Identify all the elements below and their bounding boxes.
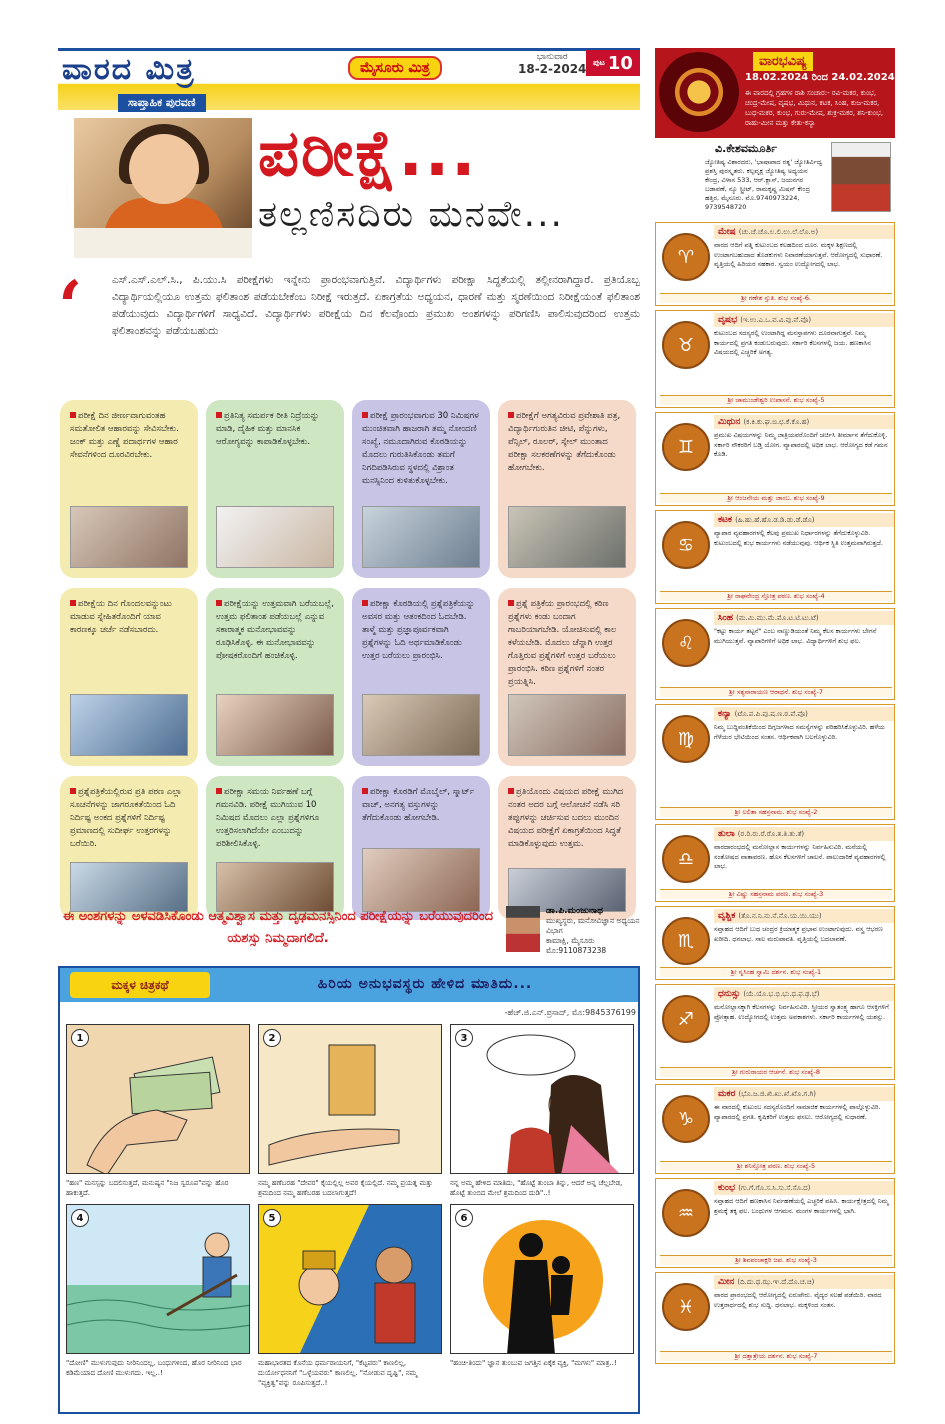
- tip-text-content: ಪರೀಕ್ಷಾ ಕೊಠಡಿಯಲ್ಲಿ ಪ್ರಶ್ನೆಪತ್ರಿಕೆಯನ್ನು ಅವಸರ ಮತ್ತು ಆತಂಕದಿಂದ ಓದಬೇಡಿ. ತಾಳ್ಮೆ ಮತ್ತು ಪ್ರಜ್ಞಾಪೂರ್ವಕವಾಗಿ ಪ್ರಶ್ನೆಗಳನ್ನು ಓದಿ ಅರ್ಥಮಾಡಿಕೊಂಡು ಉತ್ತರ ಬರೆಯಲು ಪ್ರಾರಂಭಿಸಿ.: [362, 599, 475, 661]
- tip-text: [362, 786, 480, 825]
- sign-remedy: ಶ್ರೀ ರಾಘವೇಂದ್ರ ಸ್ತೋತ್ರ ಪಠಣ. ಶುಭ ಸಂಖ್ಯೆ-4: [660, 591, 892, 601]
- comic-panel: [258, 1204, 442, 1354]
- sign-name: ಕನ್ಯಾ: [718, 709, 732, 719]
- zodiac-sign-box: [655, 704, 895, 820]
- tip-text-content: ಪ್ರತಿಯೊಂದು ವಿಷಯದ ಪರೀಕ್ಷೆ ಮುಗಿದ ನಂತರ ಅದರ ಬಗ್ಗೆ ಆಲೋಚನೆ ನಡೆಸಿ ಸರಿ ತಪ್ಪುಗಳನ್ನು ಚರ್ಚಿಸುವ ಬದಲು ಮುಂದಿನ ವಿಷಯದ ಪರೀಕ್ಷೆಗೆ ಏಕಾಗ್ರತೆಯಿಂದ ಸಿದ್ಧತೆ ಮಾಡಿಕೊಳ್ಳುವುದು ಉತ್ತಮ.: [508, 787, 624, 849]
- sign-header: [714, 1087, 894, 1101]
- sign-remedy: ಶ್ರೀ ಶಿವಪಂಚಾಕ್ಷರಿ ಜಪ. ಶುಭ ಸಂಖ್ಯೆ-3: [660, 1255, 892, 1265]
- sign-letters: (ಮ.ಮಿ.ಮು.ಮೆ.ಮೊ.ಟ.ಟಿ.ಟು.ಟೆ): [736, 614, 819, 622]
- page-label: ಪುಟ: [593, 58, 605, 67]
- zodiac-11-icon: ♒: [662, 1189, 710, 1237]
- sign-name: ವೃಷಭ: [718, 315, 738, 325]
- horoscope-header: [655, 48, 895, 138]
- sign-header: [714, 987, 894, 1001]
- subheadline: ತಲ್ಲಣಿಸದಿರು ಮನವೇ...: [258, 194, 564, 235]
- tip-text-content: ಪ್ರಶ್ನೆಪತ್ರಿಕೆಯಲ್ಲಿರುವ ಪ್ರತಿ ಪಠಣ ಎಲ್ಲಾ ಸೂಚನೆಗಳನ್ನು ಜಾಗರೂಕತೆಯಿಂದ ಓದಿ ನಿರ್ದಿಷ್ಟ ಅಂಕದ ಪ್ರಶ್ನೆಗಳಿಗೆ ನಿರ್ದಿಷ್ಟ ಪ್ರಮಾಣದಲ್ಲಿ ಸುದೀರ್ಘ ಉತ್ತರಗಳನ್ನು ಬರೆಯಿರಿ.: [70, 787, 182, 849]
- photo-desk: [74, 228, 252, 258]
- comic-panel: [66, 1024, 250, 1174]
- zodiac-sign-box: [655, 510, 895, 604]
- tip-text-content: ಪ್ರತಿನಿತ್ಯ ಸಮರ್ಪಕ ರೀತಿ ನಿದ್ರೆಯನ್ನು ಮಾಡಿ, ದೈಹಿಕ ಮತ್ತು ಮಾನಸಿಕ ಆರೋಗ್ಯವನ್ನು ಕಾಪಾಡಿಕೊಳ್ಳಬೇಕು.: [216, 411, 320, 447]
- tip-text: [362, 410, 480, 488]
- quote-mark-icon: ‘: [58, 265, 83, 348]
- tip-card: [206, 400, 344, 578]
- sign-remedy: ಶ್ರೀ ಚಾಮುಂಡೇಶ್ವರಿ ಉಪಾಸನೆ. ಶುಭ ಸಂಖ್ಯೆ-5: [660, 395, 892, 405]
- tip-text: [216, 410, 334, 449]
- horoscope-title: ವಾರಭವಿಷ್ಯ: [753, 52, 813, 71]
- tip-photo: [362, 694, 480, 756]
- day-label: ಭಾನುವಾರ: [536, 52, 568, 62]
- comic-strip: [58, 966, 640, 1414]
- author-name: ಡಾ.ಪಿ.ಮಂಜುನಾಥ: [546, 906, 603, 916]
- sign-prediction: ಸಪ್ತಾಹದ ಆದಿಗೆ ಬುಧ ಚಂದ್ರರ ಕ್ರಿಯಾತ್ಮಕ ಪ್ರಭಾವ ಉಂಟಾಗುವುದು. ವಸ್ತ್ರ ಆಭರಣ ಖರೀದಿ. ಧನಲಾಭ. ಸಾಲ ಮರುಪಾವತಿ. ವೃತ್ತಿಯಲ್ಲಿ ಬದಲಾವಣೆ.: [714, 925, 883, 943]
- tip-photo: [216, 862, 334, 912]
- comic-credit: -ಹೆಚ್.ಜಿ.ಎನ್.ಪ್ರಸಾದ್, ಮೊ:9845376199: [504, 1008, 636, 1017]
- intro-paragraph: ಎಸ್.ಎಸ್.ಎಲ್.ಸಿ., ಪಿ.ಯು.ಸಿ ಪರೀಕ್ಷೆಗಳು ಇನ್ನೇನು ಪ್ರಾರಂಭವಾಗುತ್ತಿವೆ. ವಿದ್ಯಾರ್ಥಿಗಳು ಪರೀಕ್ಷಾ ಸಿದ್ಧತೆಯಲ್ಲಿ ತಲ್ಲೀನರಾಗಿದ್ದಾರೆ. ಪ್ರತಿಯೊಬ್ಬ ವಿದ್ಯಾರ್ಥಿಯಲ್ಲಿಯೂ ಉತ್ತಮ ಫಲಿತಾಂಶ ಪಡೆಯಬೇಕೆಂಬ ನಿರೀಕ್ಷೆ ಇರುತ್ತದೆ. ಏಕಾಗ್ರತೆಯ ಅಧ್ಯಯನ, ಧಾರಣೆ ಮತ್ತು ಸ್ಮರಣೆಯಿಂದ ನಿರೀಕ್ಷೆಯಂತೆ ಫಲಿತಾಂಶ ಪಡೆಯುವುದು ವಿದ್ಯಾರ್ಥಿಗಳಿಗೆ ಸಾಧ್ಯವಿದೆ. ವಿದ್ಯಾರ್ಥಿಗಳು ಪರೀಕ್ಷೆಯ ದಿನ ಕೆಲವೊಂದು ಪ್ರಮುಖ ಅಂಶಗಳನ್ನು ಪರಿಗಣಿಸಿ ಪಾಲಿಸುವುದರಿಂದ ಉತ್ತಮ ಫಲಿತಾಂಶವನ್ನು ಪಡೆಯಬಹುದು: [112, 274, 640, 337]
- photo-figure-face: [129, 134, 199, 204]
- tip-text: [70, 598, 188, 637]
- comic-header: [60, 968, 638, 1002]
- comic-section-label: ಮಕ್ಕಳ ಚಿತ್ರಕಥೆ: [70, 972, 210, 998]
- horoscope-column: [655, 48, 895, 1418]
- sign-remedy: ಶ್ರೀ ನೃಸಿಂಹ ಸ್ವಾಮಿ ದರ್ಶನ. ಶುಭ ಸಂಖ್ಯೆ-1: [660, 967, 892, 977]
- palm-reading-illustration: [259, 1025, 442, 1174]
- intro-paragraph-block: [58, 265, 640, 390]
- sign-prediction: "ಕಟ್ಟು ಕಾರ್ಯ ತಟ್ಟನೆ" ಎಂಬ ನಾಣ್ಣುಡಿಯಂತೆ ನಿಮ್ಮ ಕೆಲಸ ಕಾರ್ಯಗಳು ಬೇಗನೆ ಮುಗಿಯುತ್ತವೆ. ವ್ಯಾಪಾರಿಗಳಿಗೆ ಅಧಿಕ ಲಾಭ. ವಿದ್ಯಾರ್ಥಿಗಳಿಗೆ ಶುಭ ಫಲ.: [714, 627, 877, 645]
- panel-caption: ಮಹಾಭಾರತದ ಕೊನೆಯ ಧರ್ಮರಾಯನಿಗೆ, "ಕೆಟ್ಟವರು" ಕಾಣಲಿಲ್ಲ, ದುರ್ಯೋಧನನಿಗೆ "ಒಳ್ಳೆಯವರು" ಕಾಣಲಿಲ್ಲ. "ನೋಡುವ ದೃಷ್ಟಿ", ನಮ್ಮ "ವ್ಯಕ್ತಿತ್ವ"ವನ್ನು ರೂಪಿಸುತ್ತದೆ..!: [258, 1359, 418, 1387]
- zodiac-sign-box: [655, 984, 895, 1080]
- tip-photo: [70, 506, 188, 568]
- sign-prediction: ಕುಟುಂಬದ ಸದಸ್ಯರಲ್ಲಿ ಉಂಟಾಗಿದ್ದ ಮನಸ್ತಾಪಗಳು ದೂರವಾಗುತ್ತವೆ. ನಿಮ್ಮ ಕಾರ್ಯದಲ್ಲಿ ಪ್ರಗತಿ ಕಂಡುಬರುವುದು. ಸರ್ಕಾರಿ ಕೆಲಸಗಳಲ್ಲಿ ಜಯ. ಹಣಕಾಸಿನ ವಿಷಯದಲ್ಲಿ ಎಚ್ಚರಿಕೆ ಅಗತ್ಯ.: [714, 329, 871, 356]
- sign-prediction: ವ್ಯಾಪಾರ ವ್ಯವಹಾರಗಳಲ್ಲಿ ಕೆಲವು ಪ್ರಮುಖ ನಿರ್ಧಾರಗಳನ್ನು ತೆಗೆದುಕೊಳ್ಳುವಿರಿ. ಕುಟುಂಬದಲ್ಲಿ ಶುಭ ಕಾರ್ಯಗಳು ನಡೆಯುವುವು. ಆರ್ಥಿಕ ಸ್ಥಿತಿ ಉತ್ತಮವಾಗಿರುತ್ತದೆ.: [714, 529, 883, 547]
- bullet-icon: [362, 788, 368, 794]
- tip-text: [216, 786, 334, 851]
- panel-number: 5: [263, 1209, 281, 1227]
- bullet-icon: [216, 412, 222, 418]
- sign-name: ತುಲಾ: [718, 829, 735, 839]
- tip-photo: [70, 694, 188, 756]
- page-number: 10: [607, 52, 633, 74]
- panel-caption: "ದೋಣಿ" ಮುಳುಗುವುದು ನೀರಿನಿಂದಲ್ಲ, ಬಂಧುಗಳಿಂದ, ಹೊರ ನೀರಿನಿಂದ ಭಾರ ಕಡಿಮೆಯಾದ ದೋಣಿ ಮುಳುಗದು. ಇಲ್ಲ..!: [66, 1359, 242, 1377]
- sign-letters: (ಟೊ.ಪ.ಪಿ.ಪು.ಷ.ಣ.ಠ.ಪೆ.ಪೊ): [734, 710, 808, 718]
- sign-name: ವೃಶ್ಚಿಕ: [718, 911, 736, 921]
- sign-name: ಕುಂಭ: [718, 1183, 736, 1193]
- sign-prediction: ವಾರದ ಪ್ರಾರಂಭದಲ್ಲಿ ಆರೋಗ್ಯದಲ್ಲಿ ಏರುಪೇರು. ವೈದ್ಯರ ಸಲಹೆ ಪಡೆಯಿರಿ. ವಾರದ ಉತ್ತರಾರ್ಧದಲ್ಲಿ ಶುಭ ಸುದ್ದಿ. ಧನಲಾಭ. ಮಕ್ಕಳಿಂದ ಸಂತಸ.: [714, 1291, 882, 1309]
- sign-header: [714, 513, 894, 527]
- sign-header: [714, 225, 894, 239]
- tip-card: [498, 400, 636, 578]
- tip-text: [216, 598, 334, 663]
- bullet-icon: [508, 412, 514, 418]
- sign-name: ಮಕರ: [718, 1089, 736, 1099]
- bullet-icon: [508, 600, 514, 606]
- author-info: [546, 906, 640, 956]
- mother-child-illustration: [451, 1025, 634, 1174]
- sign-name: ಮೀನ: [718, 1277, 735, 1287]
- expert-block: [58, 906, 640, 962]
- tip-photo: [508, 506, 626, 568]
- astrologer-photo: [831, 142, 891, 212]
- tip-text-content: ಪರೀಕ್ಷಾ ಕೊಠಡಿಗೆ ಮೊಬೈಲ್, ಸ್ಮಾರ್ಟ್ ವಾಚ್, ಅನಗತ್ಯ ವಸ್ತುಗಳನ್ನು ತೆಗೆದುಕೊಂಡು ಹೋಗಬೇಡಿ.: [362, 787, 475, 823]
- zodiac-sign-box: [655, 310, 895, 408]
- tip-photo: [216, 506, 334, 568]
- zodiac-sign-box: [655, 824, 895, 902]
- zodiac-sign-box: [655, 222, 895, 306]
- sign-header: [714, 313, 894, 327]
- tip-card: [498, 776, 636, 920]
- sign-letters: (ದಿ.ದು.ಥ.ಝ.ಞ.ದೆ.ದೊ.ಚ.ಚಿ): [737, 1278, 815, 1286]
- zodiac-8-icon: ♏: [662, 917, 710, 965]
- tip-card: [60, 776, 198, 920]
- sign-name: ಕಟಕ: [718, 515, 732, 525]
- tip-text-content: ಪರೀಕ್ಷೆಯ ದಿನ ಗೊಂದಲವನ್ನುಂಟು ಮಾಡುವ ಸ್ನೇಹಿತರೊಂದಿಗೆ ಯಾವ ಕಾರಣಕ್ಕೂ ಚರ್ಚೆ ನಡೆಸಬಾರದು.: [70, 599, 172, 635]
- sign-letters: (ರ.ರಿ.ರು.ರೆ.ರೊ.ತ.ತಿ.ತು.ತೆ): [737, 830, 805, 838]
- sign-remedy: ಶ್ರೀ ದತ್ತಾತ್ರೇಯ ದರ್ಶನ. ಶುಭ ಸಂಖ್ಯೆ-7: [660, 1351, 892, 1361]
- zodiac-1-icon: ♈: [662, 233, 710, 281]
- tip-text: [70, 410, 188, 462]
- sign-prediction: ಈ ವಾರದಲ್ಲಿ ಕುಟುಂಬ ಸದಸ್ಯರೊಂದಿಗೆ ಸಾಮಾಜಿಕ ಕಾರ್ಯಗಳಲ್ಲಿ ಪಾಲ್ಗೊಳ್ಳುವಿರಿ. ವ್ಯಾಪಾರದಲ್ಲಿ ಪ್ರಗತಿ. ಕೃಷಿಕರಿಗೆ ಉತ್ತಮ ಫಸಲು. ಆರೋಗ್ಯದಲ್ಲಿ ಸುಧಾರಣೆ.: [714, 1103, 881, 1121]
- tip-card: [60, 588, 198, 766]
- zodiac-sign-box: [655, 1178, 895, 1268]
- tip-photo: [362, 848, 480, 912]
- bullet-icon: [362, 600, 368, 606]
- zodiac-sign-box: [655, 1272, 895, 1364]
- sign-header: [714, 827, 894, 841]
- tip-photo: [70, 862, 188, 912]
- tip-text: [362, 598, 480, 663]
- panel-number: 3: [455, 1029, 473, 1047]
- zodiac-10-icon: ♑: [662, 1095, 710, 1143]
- sign-letters: (ತೊ.ನ.ನಿ.ನು.ನೆ.ನೊ.ಯ.ಯಿ.ಯು): [738, 912, 822, 920]
- panel-caption: ನನ್ನ ಅಮ್ಮ ಹೇಳಿದ ಮಾತಿದು, "ಹೊಟ್ಟೆ ತುಂಬಾ ತಿನ್ನು, ಆದರೆ ಅನ್ನ ಚೆಲ್ಲಬೇಡ, ಹೊಟ್ಟೆ ತುಂಬಿದ ಮೇಲೆ ಶ್ರಮದಿಂದ ದುಡಿ"..!: [450, 1179, 623, 1197]
- sign-remedy: ಶ್ರೀ ವಿಷ್ಣು ಸಹಸ್ರನಾಮ ಪಠಣ. ಶುಭ ಸಂಖ್ಯೆ-3: [660, 889, 892, 899]
- tip-card: [498, 588, 636, 766]
- tip-text: [508, 410, 626, 475]
- tip-text-content: ಪರೀಕ್ಷೆಯನ್ನು ಉತ್ತಮವಾಗಿ ಬರೆಯಬಲ್ಲೆ, ಉತ್ತಮ ಫಲಿತಾಂಶ ಪಡೆಯಬಲ್ಲೆ ಎನ್ನುವ ಸಕಾರಾತ್ಮಕ ಮನೋಭಾವವನ್ನು ರೂಢಿಸಿಕೊಳ್ಳಿ. ಈ ಮನೋಭಾವವನ್ನು ಪೋಷಕರೊಂದಿಗೆ ಹಂಚಿಕೊಳ್ಳಿ.: [216, 599, 334, 661]
- bullet-icon: [216, 600, 222, 606]
- tip-card: [352, 776, 490, 920]
- bullet-icon: [70, 600, 76, 606]
- sign-prediction: ನಿಮ್ಮ ಬುದ್ಧಿವಂತಿಕೆಯಿಂದ ದಿಗ್ಗಜಗಳಾದ ಸಮಸ್ಯೆಗಳನ್ನು ಪರಿಹರಿಸಿಕೊಳ್ಳುವಿರಿ. ಹಳೆಯ ಗೆಳೆಯರ ಭೇಟಿಯಿಂದ ಸಂತಸ. ಆರ್ಥಿಕವಾಗಿ ಬಲಗೊಳ್ಳುವಿರಿ.: [714, 723, 885, 741]
- zodiac-5-icon: ♌: [662, 619, 710, 667]
- zodiac-7-icon: ♎: [662, 835, 710, 883]
- main-column: [58, 48, 640, 1418]
- mahabharata-illustration: [259, 1205, 442, 1354]
- tip-text: [508, 786, 626, 851]
- bullet-icon: [70, 788, 76, 794]
- sign-prediction: ಸಪ್ತಾಹದ ಆದಿಗೆ ಹಣಕಾಸಿನ ನಿರ್ವಹಣೆಯಲ್ಲಿ ಎಚ್ಚರಿಕೆ ವಹಿಸಿ. ಕಾರ್ಯಕ್ಷೇತ್ರದಲ್ಲಿ ನಿಮ್ಮ ಶ್ರಮಕ್ಕೆ ತಕ್ಕ ಫಲ. ಬಂಧುಗಳ ಆಗಮನ. ಮಂಗಳ ಕಾರ್ಯಗಳಲ್ಲಿ ಭಾಗಿ.: [714, 1197, 889, 1215]
- masthead: [58, 48, 640, 116]
- sign-letters: (ಗು.ಗೆ.ಗೊ.ಸ.ಸಿ.ಸು.ಸೆ.ಸೊ.ದ): [738, 1184, 811, 1192]
- tip-card: [206, 588, 344, 766]
- zodiac-6-icon: ♍: [662, 715, 710, 763]
- masthead-title: ವಾರದ ಮಿತ್ರ: [62, 52, 196, 87]
- bullet-icon: [70, 412, 76, 418]
- tip-text-content: ಪ್ರಶ್ನೆ ಪತ್ರಿಕೆಯ ಪ್ರಾರಂಭದಲ್ಲಿ ಕಠಿಣ ಪ್ರಶ್ನೆಗಳು ಕಂಡು ಬಂದಾಗ ಗಾಬರಿಯಾಗಬೇಡಿ. ಯೋಚಿಸುವಲ್ಲಿ ಕಾಲ ಕಳೆಯಬೇಡಿ. ಮೊದಲು ಚೆನ್ನಾಗಿ ಉತ್ತರ ಗೊತ್ತಿರುವ ಪ್ರಶ್ನೆಗಳಿಗೆ ಉತ್ತರ ಬರೆಯಲು ಪ್ರಾರಂಭಿಸಿ. ಕಠಿಣ ಪ್ರಶ್ನೆಗಳಿಗೆ ನಂತರ ಪ್ರಯತ್ನಿಸಿ.: [508, 599, 617, 687]
- father-daughter-silhouette-illustration: [451, 1205, 634, 1354]
- author-role: ಮುಖ್ಯಸ್ಥರು, ಮನೋವಿಜ್ಞಾನ ಅಧ್ಯಯನ ವಿಭಾಗ: [546, 916, 640, 935]
- sign-name: ಮಿಥುನ: [718, 417, 741, 427]
- zodiac-4-icon: ♋: [662, 521, 710, 569]
- comic-panel: [258, 1024, 442, 1174]
- sign-letters: (ಭೊ.ಜ.ಜಿ.ಖಿ.ಖು.ಖೆ.ಖೊ.ಗ.ಗಿ): [738, 1090, 817, 1098]
- sign-letters: (ಚು.ಚೆ.ಚೊ.ಲ.ಲಿ.ಲು.ಲೆ.ಲೊ.ಅ): [738, 228, 819, 236]
- comic-panel: [450, 1024, 634, 1174]
- author-phone: ಮೊ:9110873238: [546, 946, 607, 955]
- sign-letters: (ಕ.ಕಿ.ಕು.ಘ.ಙ.ಛ.ಕೆ.ಕೊ.ಹ): [743, 418, 810, 426]
- sign-header: [714, 1181, 894, 1195]
- hero-photo-student-exam: [74, 118, 252, 258]
- zodiac-9-icon: ♐: [662, 995, 710, 1043]
- sign-name: ಸಿಂಹ: [718, 613, 734, 623]
- newspaper-logo: ಮೈಸೂರು ಮಿತ್ರ: [348, 56, 442, 80]
- zodiac-sign-box: [655, 906, 895, 980]
- sign-letters: (ಇ.ಉ.ಎ.ಒ.ವ.ವಿ.ವು.ವೆ.ವೊ): [740, 316, 812, 324]
- sign-prediction: ಪ್ರಮುಖ ವಿಷಯಗಳನ್ನು ನಿಮ್ಮ ಜಾತ್ರಿಯವರೊಂದಿಗೆ ಚರ್ಚಿಸಿ ತೀರ್ಮಾನ ತೆಗೆದುಕೊಳ್ಳಿ. ಸರ್ಕಾರಿ ನೌಕರರಿಗೆ ಬಡ್ತಿ ಯೋಗ. ವ್ಯಾಪಾರದಲ್ಲಿ ಅಧಿಕ ಲಾಭ. ಆರೋಗ್ಯದ ಕಡೆ ಗಮನ ಕೊಡಿ.: [714, 431, 888, 458]
- astrologer-name: ವಿ.ಕೇಶವಮೂರ್ತಿ: [715, 142, 777, 155]
- sign-header: [714, 707, 894, 721]
- bullet-icon: [508, 788, 514, 794]
- money-hand-illustration: [67, 1025, 250, 1174]
- sign-remedy: ಶ್ರೀ ಆಂಜನೇಯ ಮತ್ತು ಜಾಂಬ. ಶುಭ ಸಂಖ್ಯೆ-9: [660, 493, 892, 503]
- sign-prediction: ಮನೋಲ್ಲಾಸಕ್ಕಾಗಿ ಕೆಲಸಗಳನ್ನು ನಿರ್ವಹಿಸುವಿರಿ. ಸ್ತ್ರೀಯರ ಸ್ವಾತಂತ್ರ್ಯ ಹಾಗೂ ಆಸಕ್ತಿಗಳಿಗೆ ಪ್ರೋತ್ಸಾಹ. ಉದ್ಯೋಗದಲ್ಲಿ ಉತ್ತಮ ಅವಕಾಶಗಳು. ಸರ್ಕಾರಿ ಕಾರ್ಯಗಳಲ್ಲಿ ಯಶಸ್ಸು.: [714, 1003, 889, 1021]
- author-place: ಕಾಮಾಕ್ಷಿ, ಮೈಸೂರು: [546, 936, 595, 945]
- sign-remedy: ಶ್ರೀ ಲಲಿತಾ ಸಹಸ್ರನಾಮ. ಶುಭ ಸಂಖ್ಯೆ-2: [660, 807, 892, 817]
- panel-number: 2: [263, 1029, 281, 1047]
- tip-photo: [508, 694, 626, 756]
- comic-title: ಹಿರಿಯ ಅನುಭವಸ್ಥರು ಹೇಳಿದ ಮಾತಿದು...: [317, 976, 533, 992]
- sign-name: ಮೇಷ: [718, 227, 736, 237]
- sign-letters: (ಯೆ.ಯೊ.ಭ.ಭಿ.ಭು.ಧ.ಫ.ಢ.ಭೆ): [743, 990, 820, 998]
- date-label: 18-2-2024: [518, 62, 587, 76]
- tip-text-content: ಪರೀಕ್ಷೆ ದಿನ ಜೀರ್ಣವಾಗುವಂತಹ ಸಮತೋಲಿತ ಆಹಾರವನ್ನು ಸೇವಿಸಬೇಕು. ಜಂಕ್ ಮತ್ತು ಎಣ್ಣೆ ಪದಾರ್ಥಗಳ ಆಹಾರ ಸೇವನೆಗಳಿಂದ ದೂರವಿರಬೇಕು.: [70, 411, 179, 460]
- sign-header: [714, 1275, 894, 1289]
- zodiac-12-icon: ♓: [662, 1283, 710, 1331]
- tip-text-content: ಪರೀಕ್ಷಾ ಸಮಯ ನಿರ್ವಹಣೆ ಬಗ್ಗೆ ಗಮನವಿಡಿ. ಪರೀಕ್ಷೆ ಮುಗಿಯುವ 10 ನಿಮಿಷದ ಮೊದಲು ಎಲ್ಲಾ ಪ್ರಶ್ನೆಗಳಿಗೂ ಉತ್ತರಿಸಲಾಗಿದೆಯೇ ಎಂಬುದನ್ನು ಪರಿಶೀಲಿಸಿಕೊಳ್ಳಿ.: [216, 787, 320, 849]
- panel-caption: "ಹಣ" ಮನಸ್ಸನ್ನು ಬದಲಿಸುತ್ತದೆ, ಮನುಷ್ಯನ "ನಿಜ ಸ್ವರೂಪ"ವನ್ನು ಹೊರ ಹಾಕುತ್ತದೆ.: [66, 1179, 229, 1197]
- zodiac-3-icon: ♊: [662, 423, 710, 471]
- sign-header: [714, 909, 894, 923]
- sign-remedy: ಶ್ರೀ ಗಣೇಶ ಸ್ತುತಿ. ಶುಭ ಸಂಖ್ಯೆ-6.: [660, 293, 892, 303]
- sign-prediction: ವಾರದ ಆದಿಗೆ ಪತ್ನಿ ಕುಟುಂಬದ ಕಲಹದಿಂದ ದೂರ. ಮಕ್ಕಳ ಶಿಕ್ಷಣದಲ್ಲಿ ಉಂಟಾಗಬಹುದಾದ ತೊಡಕುಗಳು ನಿವಾರಣೆಯಾಗುತ್ತವೆ. ಆರೋಗ್ಯದಲ್ಲಿ ಸುಧಾರಣೆ. ವೃತ್ತಿಯಲ್ಲಿ ಹಿರಿಯರ ಸಹಕಾರ. ಸ್ವಯಂ ಉದ್ಯೋಗದಲ್ಲಿ ಲಾಭ.: [714, 241, 883, 268]
- sign-header: [714, 415, 894, 429]
- panel-caption: ನಮ್ಮ ಹಣೆಬರಹ "ದೇವರ" ಕೈಯಲ್ಲಿಲ್ಲ ಅವರ ಕೈಯಲ್ಲಿದೆ. ನಮ್ಮ ಪ್ರಯತ್ನ ಮತ್ತು ಶ್ರಮದಿಂದ ನಮ್ಮ ಹಣೆಬರಹ ಬದಲಾಗುತ್ತದೆ!: [258, 1179, 433, 1197]
- panel-number: 1: [71, 1029, 89, 1047]
- zodiac-2-icon: ♉: [662, 321, 710, 369]
- tip-card: [60, 400, 198, 578]
- zodiac-sign-box: [655, 412, 895, 506]
- tip-photo: [216, 694, 334, 756]
- panel-caption: "ಹಂಚಿ-ತಿಂದು" ಜ್ಞಾನ ತುಂಬುವ ಜಗತ್ತಿನ ಏಕೈಕ ವ್ಯಕ್ತಿ, "ಮಗಳು" ಮಾತ್ರ..!: [450, 1359, 617, 1367]
- panel-number: 6: [455, 1209, 473, 1227]
- headline: ಪರೀಕ್ಷೆ...: [258, 117, 478, 191]
- tip-card: [206, 776, 344, 920]
- tip-text: [70, 786, 188, 851]
- tip-photo: [362, 506, 480, 568]
- astrologer-info: ಜ್ಯೋತಿಷ್ಯ ವಿಶಾರದರು, 'ಭಾಷಾಪಾದ ರತ್ನ' ಜ್ಯೋತಿರ್ವಿದ್ವ ಪ್ರಶಸ್ತಿ ಪುರಸ್ಕೃತರು. ಕಲ್ಪವೃಕ್ಷ ಜ್ಯೋತಿಷ್ಯ ಅಧ್ಯಯನ ಕೇಂದ್ರ, ವಿಳಾಸ 533, ಆರ್.ಕ್ಲಾಸ್, ಜಯನಗರ ಬಡಾವಣೆ, ನ್ಯೂ ಸ್ಟ್ರೀಟ್, ರಾಮಕೃಷ್ಣ ಮಿಷನ್ ಕೇಂದ್ರ ಹತ್ತಿರ, ಮೈಸೂರು. ಮೊ.9740973224, 9739548720: [705, 158, 823, 211]
- sign-remedy: ಶ್ರೀ ಗುರುರಾಯರ ಆರ್ಚನೆ. ಶುಭ ಸಂಖ್ಯೆ-8: [660, 1067, 892, 1077]
- zodiac-sign-box: [655, 1084, 895, 1174]
- panel-number: 4: [71, 1209, 89, 1227]
- sign-prediction: ವಾರದಾರಂಭದಲ್ಲಿ ಮನೋಲ್ಲಾಸ ಕಾರ್ಯಗಳನ್ನು ನಿರ್ವಹಿಸುವಿರಿ. ಮನೆಯಲ್ಲಿ ಸಂತೋಷದ ವಾತಾವರಣ. ಹೊಸ ಕೆಲಸಗಳಿಗೆ ಚಾಲನೆ. ಪಾಲುದಾರಿಕೆ ವ್ಯವಹಾರಗಳಲ್ಲಿ ಲಾಭ.: [714, 843, 886, 870]
- date-block: [518, 52, 586, 76]
- sign-remedy: ಶ್ರೀ ಶನಿಸ್ತೋತ್ರ ಪಠಣ. ಶುಭ ಸಂಖ್ಯೆ-5: [660, 1161, 892, 1171]
- author-photo: [506, 906, 540, 952]
- bullet-icon: [362, 412, 368, 418]
- boat-rower-illustration: [67, 1205, 250, 1354]
- tip-card: [352, 588, 490, 766]
- closing-message: ಈ ಅಂಶಗಳನ್ನು ಅಳವಡಿಸಿಕೊಂಡು ಆತ್ಮವಿಶ್ವಾಸ ಮತ್ತು ದೃಢಮನಸ್ಸಿನಿಂದ ಪರೀಕ್ಷೆಯನ್ನು ಬರೆಯುವುದರಿಂದ ಯಶಸ್ಸು ನಿಮ್ಮದಾಗಲಿದೆ.: [62, 909, 494, 946]
- planet-transit-text: ಈ ವಾರದಲ್ಲಿ ಗ್ರಹಗಳ ರಾಶಿ ಸಂಚಾರ:- ರವಿ-ಮಕರ, ಕುಂಭ, ಚಂದ್ರ-ಮೇಷ, ವೃಷಭ, ಮಿಥುನ, ಕಟಕ, ಸಿಂಹ, ಕುಜ-ಮಕರ, ಬುಧ-ಮಕರ, ಕುಂಭ, ಗುರು-ಮೇಷ, ಶುಕ್ರ-ಮಕರ, ಶನಿ-ಕುಂಭ, ರಾಹು-ಮೀನ ಮತ್ತು ಕೇತು-ಕನ್ಯಾ: [745, 89, 884, 127]
- page-number-badge: [586, 50, 640, 76]
- sign-header: [714, 611, 894, 625]
- tip-text-content: ಪರೀಕ್ಷೆ ಪ್ರಾರಂಭವಾಗುವ 30 ನಿಮಿಷಗಳ ಮುಂಚಿತವಾಗಿ ಹಾಜರಾಗಿ ತಮ್ಮ ನೋಂದಣಿ ಸಂಖ್ಯೆ, ನಮೂದಾಗಿರುವ ಕೊಠಡಿಯನ್ನು ಮೊದಲು ಗುರುತಿಸಿಕೊಂಡು ತಮಗೆ ನಿಗದಿಪಡಿಸಿರುವ ಸ್ಥಳದಲ್ಲಿ ವಿಶ್ರಾಂತ ಮನಸ್ಸಿನಿಂದ ಕುಳಿತುಕೊಳ್ಳಬೇಕು.: [362, 411, 479, 486]
- tip-card: [352, 400, 490, 578]
- tip-text: [508, 598, 626, 689]
- horoscope-date-range: 18.02.2024 ರಿಂದ 24.02.2024: [745, 72, 895, 83]
- sign-name: ಧನುಸ್ಸು: [718, 989, 741, 999]
- weekly-supplement-label: ಸಾಪ್ತಾಹಿಕ ಪುರವಣಿ: [118, 94, 206, 112]
- zodiac-wheel-icon: [659, 52, 739, 132]
- tip-text-content: ಪರೀಕ್ಷೆಗೆ ಅಗತ್ಯವಿರುವ ಪ್ರವೇಶಾತಿ ಪತ್ರ, ವಿದ್ಯಾರ್ಥಿಗುರುತಿನ ಚೀಟಿ, ಪೆನ್ನುಗಳು, ಪೆನ್ಸಿಲ್, ರೂಲರ್, ಸ್ಕೇಲ್ ಮುಂತಾದ ಪರೀಕ್ಷಾ ಸಲಕರಣೆಗಳನ್ನು ತೆಗೆದುಕೊಂಡು ಹೋಗಬೇಕು.: [508, 411, 621, 473]
- sign-remedy: ಶ್ರೀ ಸತ್ಯನಾರಾಯಣ ಆರಾಧನೆ. ಶುಭ ಸಂಖ್ಯೆ-7: [660, 687, 892, 697]
- sign-letters: (ಹಿ.ಹು.ಹೆ.ಹೊ.ಡ.ಡಿ.ಡು.ಡೆ.ಡೊ): [735, 516, 815, 524]
- headline-block: [258, 116, 638, 236]
- zodiac-sign-box: [655, 608, 895, 700]
- comic-panel: [450, 1204, 634, 1354]
- comic-panel: [66, 1204, 250, 1354]
- bullet-icon: [216, 788, 222, 794]
